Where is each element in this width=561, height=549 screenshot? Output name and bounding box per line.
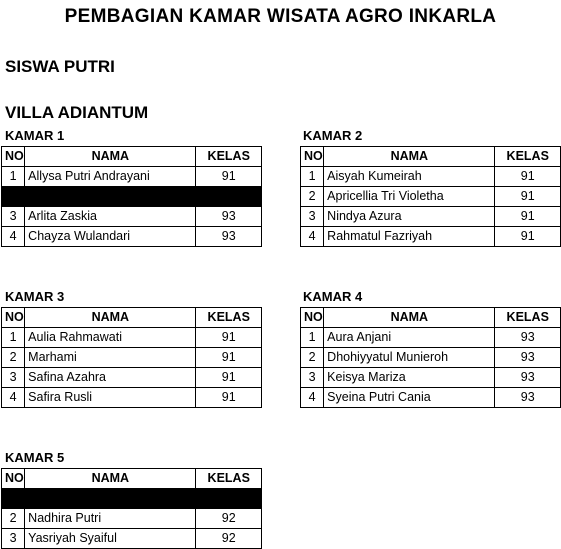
cell-no: 1 <box>2 328 25 348</box>
cell-no: 4 <box>301 227 324 247</box>
cell-kelas: 93 <box>495 328 561 348</box>
cell-nama: Allysa Putri Andrayani <box>25 167 196 187</box>
header-no: NO <box>2 469 25 489</box>
cell-nama: Keisya Mariza <box>324 368 495 388</box>
cell-nama: Aulia Rahmawati <box>25 328 196 348</box>
table-header-row <box>2 308 262 328</box>
table-row <box>301 167 561 187</box>
redacted-row <box>2 489 262 509</box>
table-row <box>301 227 561 247</box>
cell-kelas: 91 <box>196 328 262 348</box>
cell-nama: Safina Azahra <box>25 368 196 388</box>
header-kelas: KELAS <box>495 147 561 167</box>
table-header-row <box>301 308 561 328</box>
cell-kelas: 91 <box>196 368 262 388</box>
room-3-table <box>1 307 262 408</box>
room-4-title: KAMAR 4 <box>303 289 363 304</box>
cell-kelas: 92 <box>196 509 262 529</box>
cell-kelas: 93 <box>495 368 561 388</box>
cell-kelas: 91 <box>495 227 561 247</box>
cell-kelas: 91 <box>196 167 262 187</box>
cell-no: 3 <box>301 368 324 388</box>
cell-no: 4 <box>2 388 25 408</box>
cell-nama: Yasriyah Syaiful <box>25 529 196 549</box>
header-kelas: KELAS <box>196 308 262 328</box>
room-5-table <box>1 468 262 549</box>
cell-kelas: 93 <box>495 388 561 408</box>
table-row <box>301 328 561 348</box>
table-header-row <box>2 147 262 167</box>
villa-heading: VILLA ADIANTUM <box>5 103 149 122</box>
table-row <box>2 207 262 227</box>
header-no: NO <box>301 147 324 167</box>
cell-no: 3 <box>2 207 25 227</box>
cell-nama: Chayza Wulandari <box>25 227 196 247</box>
table-row <box>2 509 262 529</box>
cell-nama <box>25 489 196 509</box>
header-no: NO <box>2 308 25 328</box>
table-row <box>2 388 262 408</box>
redacted-row <box>2 187 262 207</box>
cell-kelas <box>196 489 262 509</box>
header-kelas: KELAS <box>196 469 262 489</box>
section-heading: SISWA PUTRI <box>5 57 115 76</box>
cell-no: 2 <box>2 348 25 368</box>
cell-no: 3 <box>2 529 25 549</box>
header-kelas: KELAS <box>495 308 561 328</box>
cell-nama: Syeina Putri Cania <box>324 388 495 408</box>
cell-no: 3 <box>301 207 324 227</box>
table-row <box>301 207 561 227</box>
room-2-title: KAMAR 2 <box>303 128 363 143</box>
table-row <box>301 388 561 408</box>
cell-kelas: 93 <box>495 348 561 368</box>
cell-kelas: 91 <box>495 167 561 187</box>
cell-nama: Marhami <box>25 348 196 368</box>
cell-nama <box>25 187 196 207</box>
cell-nama: Apricellia Tri Violetha <box>324 187 495 207</box>
table-header-row <box>301 147 561 167</box>
cell-nama: Rahmatul Fazriyah <box>324 227 495 247</box>
room-5-title: KAMAR 5 <box>5 450 65 465</box>
table-row <box>2 348 262 368</box>
room-1-title: KAMAR 1 <box>5 128 65 143</box>
cell-no: 1 <box>2 167 25 187</box>
cell-kelas: 91 <box>495 207 561 227</box>
table-row <box>2 328 262 348</box>
header-nama: NAMA <box>25 147 196 167</box>
header-kelas: KELAS <box>196 147 262 167</box>
cell-no <box>2 187 25 207</box>
cell-kelas: 91 <box>495 187 561 207</box>
table-row <box>301 187 561 207</box>
room-3-title: KAMAR 3 <box>5 289 65 304</box>
cell-nama: Aura Anjani <box>324 328 495 348</box>
cell-kelas: 91 <box>196 388 262 408</box>
table-row <box>2 368 262 388</box>
header-nama: NAMA <box>324 147 495 167</box>
room-2-table <box>300 146 561 247</box>
room-1-table <box>1 146 262 247</box>
table-row <box>2 227 262 247</box>
header-no: NO <box>2 147 25 167</box>
cell-nama: Safira Rusli <box>25 388 196 408</box>
cell-no: 2 <box>301 187 324 207</box>
table-row <box>301 368 561 388</box>
cell-nama: Nindya Azura <box>324 207 495 227</box>
header-no: NO <box>301 308 324 328</box>
table-header-row <box>2 469 262 489</box>
cell-no: 4 <box>301 388 324 408</box>
cell-no: 3 <box>2 368 25 388</box>
cell-no: 1 <box>301 167 324 187</box>
cell-kelas: 92 <box>196 529 262 549</box>
cell-nama: Aisyah Kumeirah <box>324 167 495 187</box>
cell-no: 2 <box>301 348 324 368</box>
header-nama: NAMA <box>324 308 495 328</box>
page-title: PEMBAGIAN KAMAR WISATA AGRO INKARLA <box>64 6 497 27</box>
table-row <box>301 348 561 368</box>
cell-no <box>2 489 25 509</box>
cell-nama: Dhohiyyatul Munieroh <box>324 348 495 368</box>
cell-kelas: 93 <box>196 207 262 227</box>
cell-no: 4 <box>2 227 25 247</box>
cell-kelas: 91 <box>196 348 262 368</box>
cell-nama: Arlita Zaskia <box>25 207 196 227</box>
cell-kelas: 93 <box>196 227 262 247</box>
table-row <box>2 167 262 187</box>
header-nama: NAMA <box>25 469 196 489</box>
cell-no: 2 <box>2 509 25 529</box>
cell-no: 1 <box>301 328 324 348</box>
room-4-table <box>300 307 561 408</box>
cell-kelas <box>196 187 262 207</box>
header-nama: NAMA <box>25 308 196 328</box>
table-row <box>2 529 262 549</box>
cell-nama: Nadhira Putri <box>25 509 196 529</box>
